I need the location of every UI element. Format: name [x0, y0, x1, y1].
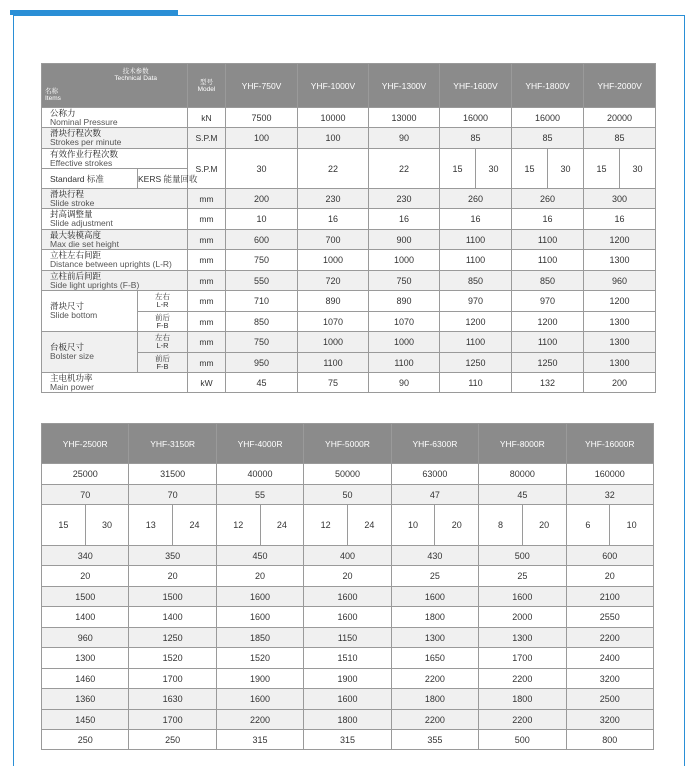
value-cell: 10: [610, 505, 654, 546]
value-cell: 1400: [42, 607, 129, 628]
value-cell: 85: [584, 128, 656, 149]
value-cell: 20: [129, 566, 216, 587]
value-cell: 20: [522, 505, 566, 546]
row-uprights-fb: [42, 628, 654, 648]
value-cell: 16: [298, 209, 369, 230]
value-cell: 2200: [391, 710, 478, 730]
value-cell: 1600: [216, 607, 303, 628]
value-cell: 1250: [129, 628, 216, 648]
value-cell: 1300: [584, 353, 656, 373]
value-cell: 1900: [216, 669, 303, 689]
value-cell: 20: [435, 505, 479, 546]
value-cell: 40000: [216, 464, 303, 485]
value-cell: 16000: [440, 108, 512, 128]
value-cell: 1300: [584, 250, 656, 271]
value-cell: 3200: [566, 669, 653, 689]
value-cell: 1850: [216, 628, 303, 648]
value-cell: 20: [42, 566, 129, 587]
row-label: 封高调整量 Slide adjustment: [42, 209, 188, 230]
model-header-cell: YHF-1800V: [512, 64, 584, 108]
value-cell: 30: [476, 149, 512, 189]
row-label: 立柱前后间距 Side light uprights (F-B): [42, 271, 188, 291]
value-cell: 250: [129, 730, 216, 750]
unit-cell: mm: [188, 291, 226, 312]
value-cell: 1100: [512, 332, 584, 353]
value-cell: 300: [584, 189, 656, 209]
model-header-cell: YHF-1600V: [440, 64, 512, 108]
unit-cell: mm: [188, 209, 226, 230]
model-header-cell: YHF-750V: [226, 64, 298, 108]
value-cell: 20: [304, 566, 391, 587]
value-cell: 950: [226, 353, 298, 373]
value-cell: 15: [440, 149, 476, 189]
value-cell: 430: [391, 546, 478, 566]
value-cell: 30: [620, 149, 656, 189]
spec-table-v-series: [41, 63, 656, 393]
value-cell: 850: [440, 271, 512, 291]
model-header-cell: YHF-2000V: [584, 64, 656, 108]
value-cell: 850: [512, 271, 584, 291]
value-cell: 850: [226, 312, 298, 332]
value-cell: 75: [298, 373, 369, 393]
row-bolster-lr: [42, 332, 656, 353]
row-label: 立柱左右间距 Distance between uprights (L-R): [42, 250, 188, 271]
value-cell: 400: [304, 546, 391, 566]
value-cell: 30: [226, 149, 298, 189]
row-label: 公称力 Nominal Pressure: [42, 108, 188, 128]
value-cell: 15: [42, 505, 86, 546]
row-label: 最大装模高度 Max die set height: [42, 230, 188, 250]
value-cell: 1600: [304, 689, 391, 710]
value-cell: 1250: [512, 353, 584, 373]
value-cell: 750: [369, 271, 440, 291]
value-cell: 24: [260, 505, 304, 546]
value-cell: 1070: [369, 312, 440, 332]
row-slide-lr: [42, 291, 656, 312]
value-cell: 1000: [369, 250, 440, 271]
value-cell: 2200: [479, 669, 566, 689]
unit-cell: mm: [188, 332, 226, 353]
value-cell: 1200: [584, 291, 656, 312]
model-header-cell: YHF-1300V: [369, 64, 440, 108]
value-cell: 1150: [304, 628, 391, 648]
value-cell: 70: [129, 485, 216, 505]
value-cell: 10000: [298, 108, 369, 128]
model-header-cell: YHF-4000R: [216, 424, 303, 464]
value-cell: 16000: [512, 108, 584, 128]
row-label: 滑块行程次数 Strokes per minute: [42, 128, 188, 149]
value-cell: 1000: [298, 332, 369, 353]
value-cell: 1100: [440, 230, 512, 250]
value-cell: 2400: [566, 648, 653, 669]
standard-label: Standard 标准: [42, 169, 138, 189]
model-header: 型号 Model: [188, 64, 226, 108]
value-cell: 15: [584, 149, 620, 189]
value-cell: 1100: [298, 353, 369, 373]
unit-cell: S.P.M: [188, 128, 226, 149]
row-slide-lr: [42, 648, 654, 669]
row-label: 滑块尺寸 Slide bottom: [42, 291, 138, 332]
value-cell: 600: [226, 230, 298, 250]
value-cell: 1200: [584, 230, 656, 250]
value-cell: 800: [566, 730, 653, 750]
value-cell: 750: [226, 250, 298, 271]
value-cell: 350: [129, 546, 216, 566]
value-cell: 1400: [129, 607, 216, 628]
value-cell: 24: [173, 505, 217, 546]
row-label: 主电机功率 Main power: [42, 373, 188, 393]
value-cell: 1600: [479, 587, 566, 607]
value-cell: 2000: [479, 607, 566, 628]
value-cell: 550: [226, 271, 298, 291]
row-dieheight: [42, 587, 654, 607]
value-cell: 900: [369, 230, 440, 250]
value-cell: 2200: [216, 710, 303, 730]
value-cell: 16: [369, 209, 440, 230]
row-uprights-lr: [42, 250, 656, 271]
model-header-cell: YHF-1000V: [298, 64, 369, 108]
value-cell: 10: [226, 209, 298, 230]
items-en: Items: [45, 95, 61, 102]
unit-cell: kW: [188, 373, 226, 393]
model-header-cell: YHF-16000R: [566, 424, 653, 464]
value-cell: 1630: [129, 689, 216, 710]
value-cell: 250: [42, 730, 129, 750]
value-cell: 22: [298, 149, 369, 189]
value-cell: 110: [440, 373, 512, 393]
value-cell: 85: [512, 128, 584, 149]
value-cell: 45: [226, 373, 298, 393]
value-cell: 12: [216, 505, 260, 546]
value-cell: 45: [479, 485, 566, 505]
value-cell: 25: [391, 566, 478, 587]
value-cell: 600: [566, 546, 653, 566]
value-cell: 200: [226, 189, 298, 209]
row-stroke: [42, 546, 654, 566]
corner-header: [42, 64, 188, 108]
value-cell: 13: [129, 505, 173, 546]
unit-cell: kN: [188, 108, 226, 128]
row-slide-fb: [42, 669, 654, 689]
row-power: [42, 373, 656, 393]
value-cell: 1800: [391, 607, 478, 628]
value-cell: 100: [226, 128, 298, 149]
model-header-cell: YHF-3150R: [129, 424, 216, 464]
row-pressure: [42, 108, 656, 128]
value-cell: 16: [512, 209, 584, 230]
row-effective: [42, 505, 654, 546]
model-header-cell: YHF-5000R: [304, 424, 391, 464]
value-cell: 315: [216, 730, 303, 750]
value-cell: 340: [42, 546, 129, 566]
value-cell: 1360: [42, 689, 129, 710]
unit-cell: mm: [188, 353, 226, 373]
value-cell: 6: [566, 505, 610, 546]
value-cell: 1800: [479, 689, 566, 710]
value-cell: 16: [584, 209, 656, 230]
value-cell: 8: [479, 505, 523, 546]
value-cell: 3200: [566, 710, 653, 730]
row-dieheight: [42, 230, 656, 250]
value-cell: 1000: [369, 332, 440, 353]
row-label: 滑块行程 Slide stroke: [42, 189, 188, 209]
value-cell: 960: [584, 271, 656, 291]
value-cell: 890: [298, 291, 369, 312]
sub-label: 左右 L-R: [138, 332, 188, 353]
row-power: [42, 730, 654, 750]
value-cell: 85: [440, 128, 512, 149]
value-cell: 1200: [440, 312, 512, 332]
value-cell: 700: [298, 230, 369, 250]
value-cell: 70: [42, 485, 129, 505]
value-cell: 90: [369, 128, 440, 149]
value-cell: 2200: [479, 710, 566, 730]
value-cell: 1100: [369, 353, 440, 373]
value-cell: 31500: [129, 464, 216, 485]
row-effective: [42, 149, 656, 169]
value-cell: 15: [512, 149, 548, 189]
value-cell: 24: [347, 505, 391, 546]
unit-cell: mm: [188, 271, 226, 291]
value-cell: 160000: [566, 464, 653, 485]
unit-cell: S.P.M: [188, 149, 226, 189]
value-cell: 1650: [391, 648, 478, 669]
value-cell: 55: [216, 485, 303, 505]
value-cell: 315: [304, 730, 391, 750]
value-cell: 230: [369, 189, 440, 209]
value-cell: 450: [216, 546, 303, 566]
value-cell: 1600: [216, 587, 303, 607]
unit-cell: mm: [188, 312, 226, 332]
header-row: [42, 424, 654, 464]
value-cell: 1600: [304, 607, 391, 628]
value-cell: 20: [216, 566, 303, 587]
value-cell: 1100: [440, 332, 512, 353]
value-cell: 1500: [42, 587, 129, 607]
value-cell: 1300: [391, 628, 478, 648]
sub-label: 前后 F-B: [138, 312, 188, 332]
value-cell: 1520: [129, 648, 216, 669]
value-cell: 47: [391, 485, 478, 505]
value-cell: 1900: [304, 669, 391, 689]
value-cell: 63000: [391, 464, 478, 485]
model-header-cell: YHF-8000R: [479, 424, 566, 464]
unit-cell: mm: [188, 189, 226, 209]
value-cell: 1000: [298, 250, 369, 271]
row-adjust: [42, 209, 656, 230]
value-cell: 25000: [42, 464, 129, 485]
value-cell: 30: [548, 149, 584, 189]
params-cn: 技术参数: [122, 68, 149, 75]
value-cell: 260: [440, 189, 512, 209]
value-cell: 1600: [216, 689, 303, 710]
value-cell: 132: [512, 373, 584, 393]
value-cell: 10: [391, 505, 435, 546]
value-cell: 970: [440, 291, 512, 312]
value-cell: 1300: [42, 648, 129, 669]
value-cell: 30: [85, 505, 129, 546]
value-cell: 500: [479, 546, 566, 566]
value-cell: 750: [226, 332, 298, 353]
model-header-cell: YHF-2500R: [42, 424, 129, 464]
value-cell: 500: [479, 730, 566, 750]
header-row: [42, 64, 656, 108]
value-cell: 720: [298, 271, 369, 291]
value-cell: 100: [298, 128, 369, 149]
value-cell: 50000: [304, 464, 391, 485]
row-spm: [42, 128, 656, 149]
value-cell: 80000: [479, 464, 566, 485]
items-cn: 名称: [45, 88, 58, 95]
model-header-cell: YHF-6300R: [391, 424, 478, 464]
row-stroke: [42, 189, 656, 209]
row-spm: [42, 485, 654, 505]
value-cell: 230: [298, 189, 369, 209]
value-cell: 2500: [566, 689, 653, 710]
value-cell: 1070: [298, 312, 369, 332]
row-bolster-lr: [42, 689, 654, 710]
row-uprights-lr: [42, 607, 654, 628]
value-cell: 2100: [566, 587, 653, 607]
value-cell: 355: [391, 730, 478, 750]
value-cell: 1800: [304, 710, 391, 730]
value-cell: 890: [369, 291, 440, 312]
sub-label: 左右 L-R: [138, 291, 188, 312]
value-cell: 32: [566, 485, 653, 505]
value-cell: 1100: [512, 230, 584, 250]
unit-cell: mm: [188, 250, 226, 271]
value-cell: 1700: [129, 669, 216, 689]
kers-label: KERS 能量回收: [138, 169, 188, 189]
value-cell: 12: [304, 505, 348, 546]
value-cell: 20: [566, 566, 653, 587]
value-cell: 90: [369, 373, 440, 393]
value-cell: 1450: [42, 710, 129, 730]
value-cell: 1700: [479, 648, 566, 669]
value-cell: 2550: [566, 607, 653, 628]
value-cell: 1100: [512, 250, 584, 271]
value-cell: 2200: [391, 669, 478, 689]
value-cell: 13000: [369, 108, 440, 128]
value-cell: 1200: [512, 312, 584, 332]
params-en: Technical Data: [114, 75, 157, 82]
value-cell: 1500: [129, 587, 216, 607]
spec-table-r-series: [41, 423, 654, 750]
value-cell: 1800: [391, 689, 478, 710]
value-cell: 1100: [440, 250, 512, 271]
row-pressure: [42, 464, 654, 485]
row-label: 台板尺寸 Bolster size: [42, 332, 138, 373]
unit-cell: mm: [188, 230, 226, 250]
value-cell: 1300: [584, 332, 656, 353]
row-uprights-fb: [42, 271, 656, 291]
value-cell: 1600: [304, 587, 391, 607]
value-cell: 1600: [391, 587, 478, 607]
row-bolster-fb: [42, 710, 654, 730]
value-cell: 1300: [584, 312, 656, 332]
sub-label: 前后 F-B: [138, 353, 188, 373]
value-cell: 1250: [440, 353, 512, 373]
value-cell: 970: [512, 291, 584, 312]
value-cell: 960: [42, 628, 129, 648]
value-cell: 25: [479, 566, 566, 587]
value-cell: 2200: [566, 628, 653, 648]
value-cell: 260: [512, 189, 584, 209]
value-cell: 20000: [584, 108, 656, 128]
value-cell: 50: [304, 485, 391, 505]
value-cell: 1520: [216, 648, 303, 669]
value-cell: 7500: [226, 108, 298, 128]
value-cell: 710: [226, 291, 298, 312]
row-adjust: [42, 566, 654, 587]
value-cell: 16: [440, 209, 512, 230]
row-label: 有效作业行程次数 Effective strokes: [42, 149, 188, 169]
value-cell: 200: [584, 373, 656, 393]
value-cell: 22: [369, 149, 440, 189]
value-cell: 1510: [304, 648, 391, 669]
value-cell: 1300: [479, 628, 566, 648]
value-cell: 1700: [129, 710, 216, 730]
value-cell: 1460: [42, 669, 129, 689]
